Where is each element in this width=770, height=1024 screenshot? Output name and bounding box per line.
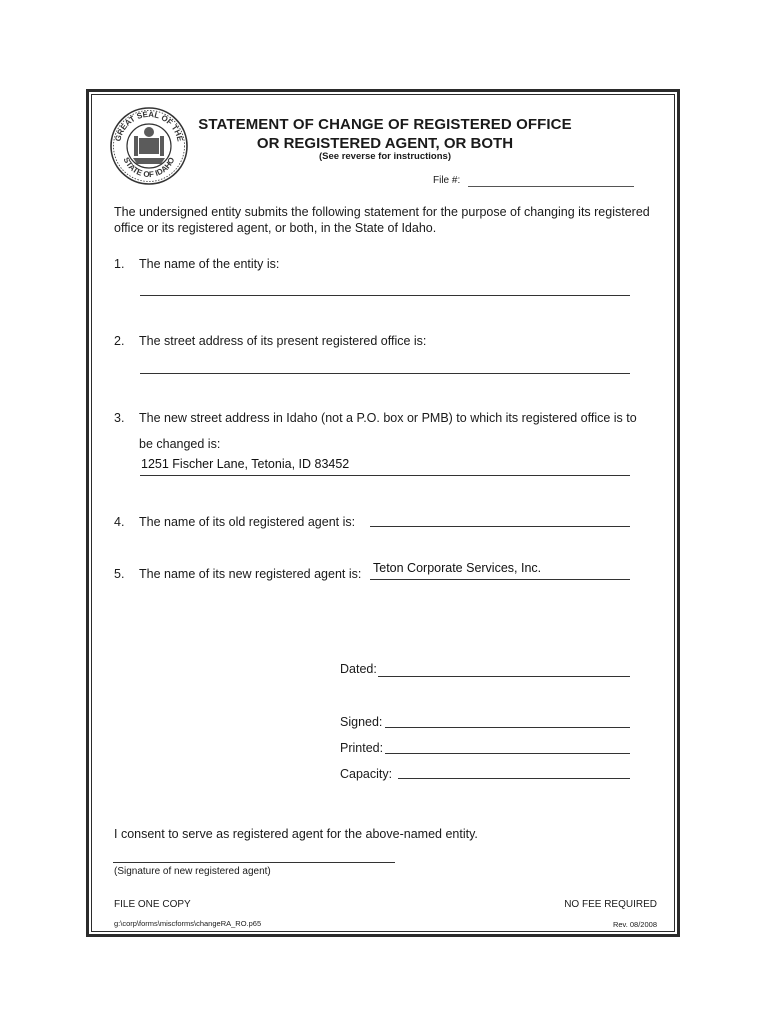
- svg-text:GREAT SEAL OF THE: GREAT SEAL OF THE: [113, 109, 185, 143]
- printed-label: Printed:: [340, 741, 384, 755]
- no-fee-required: NO FEE REQUIRED: [564, 899, 657, 910]
- item-3-label-continued: be changed is:: [139, 437, 221, 451]
- file-number-field[interactable]: [468, 186, 634, 187]
- item-4-label: The name of its old registered agent is:: [139, 515, 356, 529]
- item-5-label: The name of its new registered agent is:: [139, 567, 362, 581]
- new-agent-field[interactable]: [370, 579, 630, 580]
- printed-field[interactable]: [385, 753, 630, 754]
- item-2-label: The street address of its present registered office is:: [139, 334, 427, 348]
- form-subtitle: (See reverse for instructions): [319, 151, 451, 162]
- item-4-number: 4.: [114, 515, 125, 529]
- item-5-number: 5.: [114, 567, 125, 581]
- signed-label: Signed:: [340, 715, 383, 729]
- item-2-number: 2.: [114, 334, 125, 348]
- revision-date: Rev. 08/2008: [612, 920, 657, 929]
- file-one-copy: FILE ONE COPY: [114, 899, 191, 910]
- present-office-field[interactable]: [140, 373, 630, 374]
- old-agent-field[interactable]: [370, 526, 630, 527]
- new-agent-value[interactable]: Teton Corporate Services, Inc.: [373, 561, 542, 575]
- capacity-field[interactable]: [398, 778, 630, 779]
- consent-statement: I consent to serve as registered agent for the above-named entity.: [114, 827, 478, 841]
- svg-text:STATE OF IDAHO: STATE OF IDAHO: [121, 155, 177, 180]
- item-1-label: The name of the entity is:: [139, 257, 280, 271]
- new-office-address-field[interactable]: [140, 475, 630, 476]
- entity-name-field[interactable]: [140, 295, 630, 296]
- agent-signature-field[interactable]: [113, 862, 395, 863]
- file-number-label: File #:: [433, 175, 461, 186]
- signed-field[interactable]: [385, 727, 630, 728]
- item-3-label: The new street address in Idaho (not a P.O. box or PMB) to which its registered office is to: [139, 411, 637, 425]
- form-title-line2: OR REGISTERED AGENT, OR BOTH: [256, 135, 514, 152]
- file-path: g:\corp\forms\miscforms\changeRA_RO.p65: [114, 919, 262, 928]
- dated-label: Dated:: [340, 662, 377, 676]
- form-title-line1: STATEMENT OF CHANGE OF REGISTERED OFFICE: [198, 116, 572, 133]
- item-1-number: 1.: [114, 257, 125, 271]
- capacity-label: Capacity:: [340, 767, 393, 781]
- intro-paragraph: The undersigned entity submits the following statement for the purpose of changing its registered office or its registered agent, or both, in the State of Idaho.: [114, 205, 650, 235]
- agent-signature-caption: (Signature of new registered agent): [114, 866, 271, 877]
- new-office-address-value[interactable]: 1251 Fischer Lane, Tetonia, ID 83452: [141, 457, 350, 471]
- dated-field[interactable]: [378, 676, 630, 677]
- item-3-number: 3.: [114, 411, 125, 425]
